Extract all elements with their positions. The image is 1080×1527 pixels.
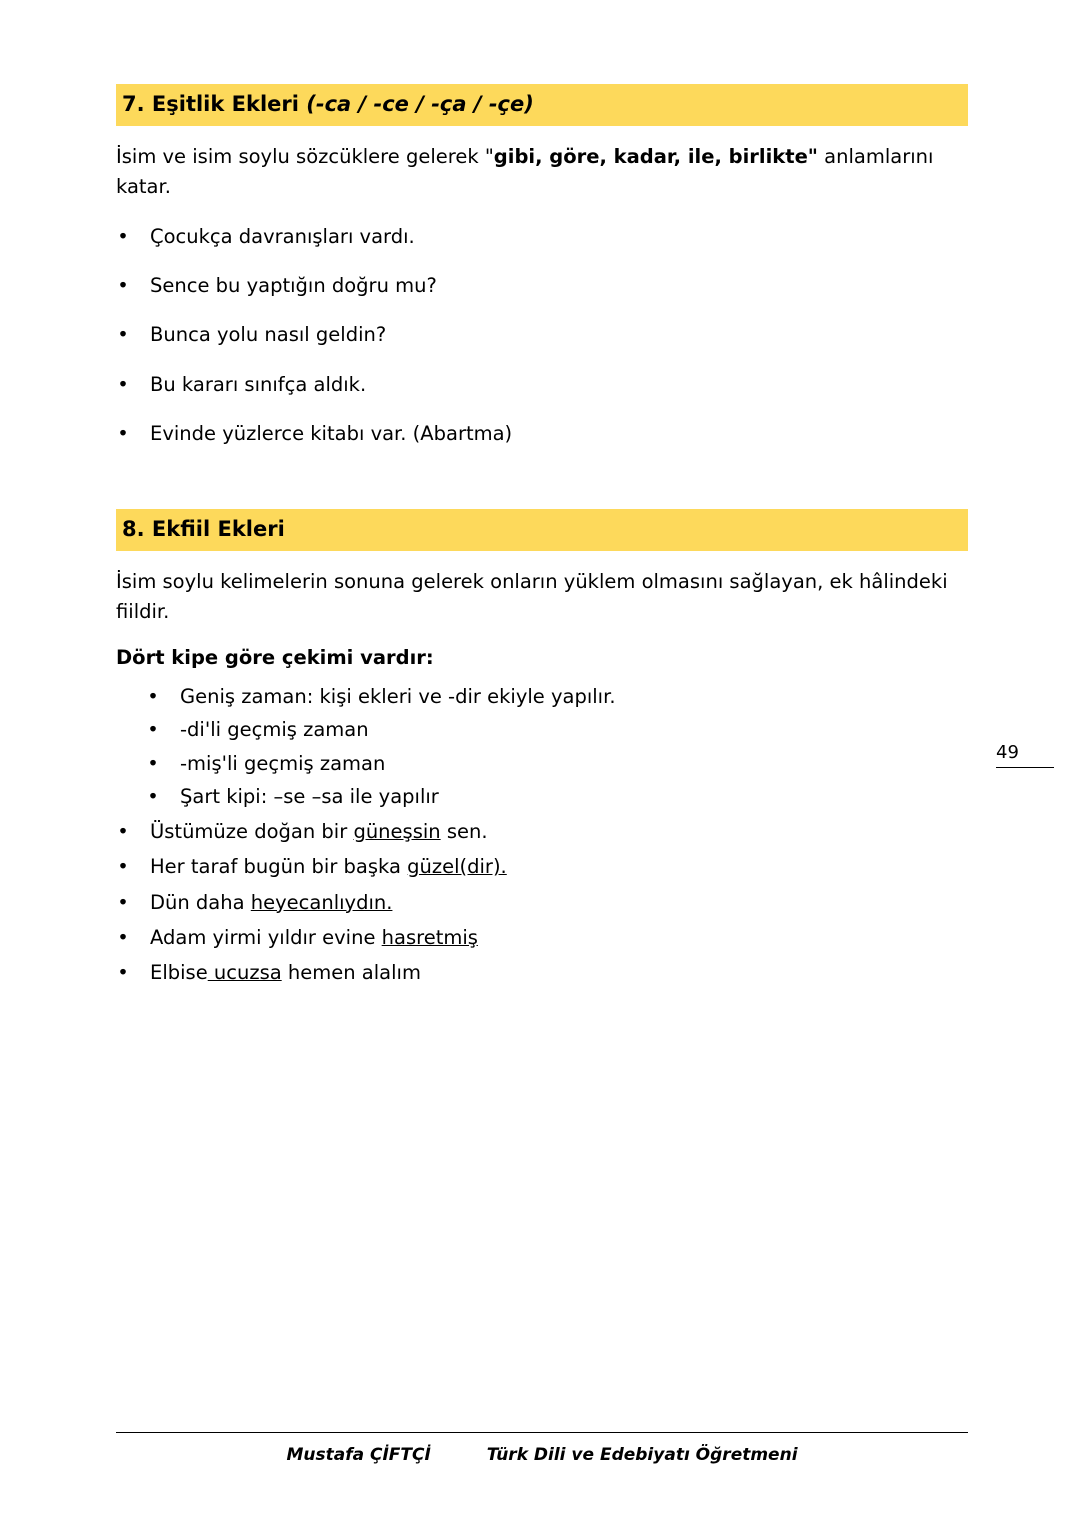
example-prefix: Elbise [150,961,208,985]
list-item-label: Sence bu yaptığın doğru mu? [150,274,437,298]
list-item [116,853,968,880]
list-item [146,716,968,743]
page-content [116,84,968,987]
list-item [116,818,968,845]
list-item-label [150,959,968,986]
list-item [116,889,968,916]
section-8-intro: İsim soylu kelimelerin sonuna gelerek onların yüklem olmasını sağlayan, ek hâlindeki fiildir. [116,570,948,623]
example-underlined: heyecanlıydın. [250,890,393,914]
example-suffix: hemen alalım [281,961,421,985]
bullet-icon: • [117,926,129,950]
page-number: 49 [996,742,1019,763]
footer-divider [116,1432,968,1433]
bullet-icon: • [117,323,129,347]
section-heading-8 [116,509,968,551]
bullet-icon: • [117,890,129,914]
section-7-intro-bold: gibi, göre, kadar, ile, birlikte" [493,145,818,169]
example-prefix: Adam yirmi yıldır evine [150,926,382,950]
list-item [116,223,968,250]
bullet-icon: • [147,751,159,775]
section-7-intro [116,142,968,201]
bullet-icon: • [147,718,159,742]
bullet-icon: • [117,372,129,396]
list-item-label: Çocukça davranışları vardı. [150,224,415,248]
section-7-intro-suffix: anlamlarını katar. [116,145,934,198]
bullet-icon: • [117,855,129,879]
list-item-label [150,924,968,951]
list-item-label: Bu kararı sınıfça aldık. [150,372,367,396]
example-prefix: Her taraf bugün bir başka [150,855,408,879]
section-heading-7-main: 7. Eşitlik Ekleri [122,92,307,116]
bullet-icon: • [117,961,129,985]
list-item-label [150,818,968,845]
list-item [146,750,968,777]
section-heading-8-main: 8. Ekfiil Ekleri [122,517,285,542]
bullet-icon: • [117,224,129,248]
example-prefix: Dün daha [150,890,251,914]
list-item-label: Şart kipi: –se –sa ile yapılır [180,784,439,808]
list-item [116,371,968,398]
footer-role: Türk Dili ve Edebiyatı Öğretmeni [486,1445,798,1465]
footer-content [116,1445,968,1465]
list-item [116,321,968,348]
section-8-example-list [116,818,968,986]
section-heading-7 [116,84,968,126]
list-item [116,420,968,447]
bullet-icon: • [147,684,159,708]
list-item-label: -miş'li geçmiş zaman [180,751,386,775]
example-underlined: güneşsin [353,820,441,844]
list-item-label: -di'li geçmiş zaman [180,718,369,742]
example-underlined: ucuzsa [207,961,282,985]
page-number-rule [996,767,1054,768]
list-item-label: Geniş zaman: kişi ekleri ve -dir ekiyle yapılır. [180,684,616,708]
section-7-example-list [116,223,968,447]
footer-author: Mustafa ÇİFTÇİ [286,1445,431,1465]
list-item [116,272,968,299]
example-prefix: Üstümüze doğan bir [150,820,354,844]
list-item [146,783,968,810]
bullet-icon: • [117,274,129,298]
section-8-kipler-list [146,683,968,810]
list-item-label [150,889,968,916]
example-suffix: sen. [440,820,488,844]
bullet-icon: • [147,784,159,808]
list-item [116,924,968,951]
section-8-subheading: Dört kipe göre çekimi vardır: [116,645,434,669]
list-item [146,683,968,710]
bullet-icon: • [117,421,129,445]
page-footer [116,1432,968,1465]
list-item-label [150,853,968,880]
list-item [116,959,968,986]
section-7-intro-prefix: İsim ve isim soylu sözcüklere gelerek " [116,145,494,169]
bullet-icon: • [117,820,129,844]
example-underlined: güzel(dir). [407,855,507,879]
section-heading-7-italic: (-ca / -ce / -ça / -çe) [306,92,534,116]
page-number-block [996,742,1058,768]
list-item-label: Bunca yolu nasıl geldin? [150,323,387,347]
example-underlined: hasretmiş [381,926,478,950]
list-item-label: Evinde yüzlerce kitabı var. (Abartma) [150,421,513,445]
